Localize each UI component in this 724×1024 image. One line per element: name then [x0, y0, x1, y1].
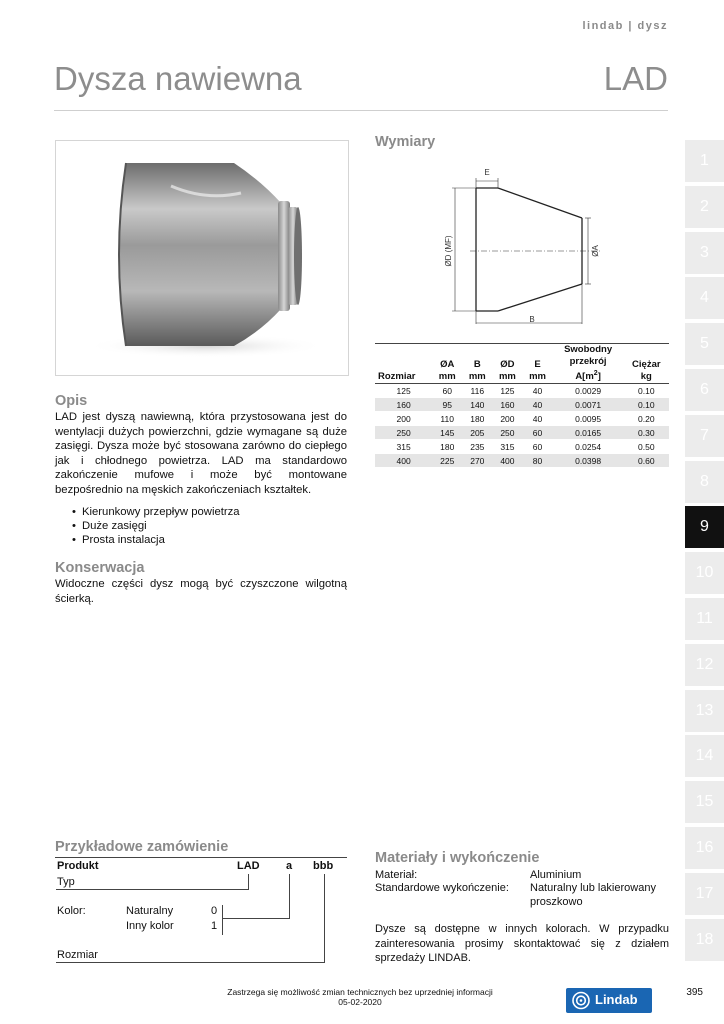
table-row	[375, 440, 669, 454]
header-divider	[54, 110, 668, 111]
table-cell: 0.0398	[553, 454, 624, 468]
tab-section-3[interactable]: 3	[685, 232, 724, 274]
table-cell: 315	[375, 440, 432, 454]
feature-item: • Prosta instalacja	[72, 533, 240, 547]
table-cell: 315	[492, 440, 522, 454]
tab-section-6[interactable]: 6	[685, 369, 724, 411]
order-bracket	[222, 905, 223, 935]
table-cell: 125	[375, 384, 432, 398]
footer	[150, 987, 570, 1007]
nozzle-image	[56, 141, 348, 375]
table-cell: 0.10	[624, 384, 669, 398]
table-cell: 250	[375, 426, 432, 440]
wymiary-heading: Wymiary	[375, 134, 436, 150]
tab-section-5[interactable]: 5	[685, 323, 724, 365]
order-line-rozmiar	[56, 962, 325, 963]
table-cell: 235	[462, 440, 492, 454]
zamowienie-rule	[55, 857, 347, 858]
order-kolor: Kolor:	[57, 905, 86, 917]
table-row	[375, 454, 669, 468]
tab-section-15[interactable]: 15	[685, 781, 724, 823]
order-line-kolor-v	[289, 874, 290, 919]
footer-disclaimer: Zastrzega się możliwość zmian technicznych bez uprzedniej informacji	[227, 987, 493, 997]
konserwacja-heading: Konserwacja	[55, 560, 145, 576]
order-naturalny: Naturalny	[126, 905, 174, 917]
table-cell: 40	[522, 412, 552, 426]
materialy-heading: Materiały i wykończenie	[375, 850, 540, 866]
col-swobodny: Swobodny przekrój $A[m^2]$	[553, 344, 624, 384]
table-cell: 40	[522, 384, 552, 398]
order-produkt: Produkt	[57, 860, 99, 872]
tab-section-9[interactable]: 9	[685, 506, 724, 548]
konserwacja-text: Widoczne części dysz mogą być czyszczone wilgotną ścierką.	[55, 578, 347, 605]
dimensions-table-wrap	[375, 343, 669, 468]
table-cell: 0.0254	[553, 440, 624, 454]
table-cell: 40	[522, 398, 552, 412]
order-line-rozmiar-v	[324, 874, 325, 963]
opis-heading: Opis	[55, 393, 88, 409]
table-cell: 400	[492, 454, 522, 468]
feature-item: • Kierunkowy przepływ powietrza	[72, 505, 240, 519]
col-e: E mm	[522, 344, 552, 384]
table-cell: 0.0029	[553, 384, 624, 398]
table-row	[375, 426, 669, 440]
order-line-kolor	[222, 918, 290, 919]
tab-section-8[interactable]: 8	[685, 461, 724, 503]
feature-list	[72, 505, 240, 547]
lindab-logo-text: Lindab	[595, 992, 638, 1007]
label-od: ØD (MF)	[444, 235, 453, 267]
zamowienie-heading: Przykładowe zamówienie	[55, 839, 229, 855]
order-bbb: bbb	[313, 860, 334, 872]
material-label: Materiał:	[375, 869, 418, 881]
tab-section-4[interactable]: 4	[685, 277, 724, 319]
feature-item: • Duże zasięgi	[72, 519, 240, 533]
table-cell: 270	[462, 454, 492, 468]
footer-date: 05-02-2020	[338, 997, 382, 1007]
dimension-drawing	[430, 160, 630, 330]
order-line-typ-v	[248, 874, 249, 890]
table-cell: 60	[432, 384, 462, 398]
table-cell: 145	[432, 426, 462, 440]
materialy-text: Dysze są dostępne w innych kolorach. W przypadku zainteresowania prosimy skontaktować się z działem sprzedaży LINDAB.	[375, 923, 669, 964]
product-photo	[55, 140, 349, 376]
order-a: a	[286, 860, 293, 872]
page-number: 395	[686, 987, 703, 998]
order-lad: LAD	[237, 860, 260, 872]
table-cell: 60	[522, 440, 552, 454]
table-cell: 140	[462, 398, 492, 412]
table-cell: 0.0071	[553, 398, 624, 412]
table-cell: 0.50	[624, 440, 669, 454]
table-cell: 110	[432, 412, 462, 426]
tab-section-12[interactable]: 12	[685, 644, 724, 686]
table-cell: 0.0165	[553, 426, 624, 440]
col-od: ØD mm	[492, 344, 522, 384]
col-b: B mm	[462, 344, 492, 384]
tab-section-13[interactable]: 13	[685, 690, 724, 732]
tab-section-7[interactable]: 7	[685, 415, 724, 457]
table-cell: 116	[462, 384, 492, 398]
tab-section-14[interactable]: 14	[685, 735, 724, 777]
table-cell: 225	[432, 454, 462, 468]
table-cell: 180	[432, 440, 462, 454]
order-rozmiar: Rozmiar	[57, 949, 98, 961]
table-cell: 0.20	[624, 412, 669, 426]
wykonczenie-value-1: Naturalny lub lakierowany	[530, 882, 656, 894]
col-oa: ØA mm	[432, 344, 462, 384]
label-e: E	[484, 168, 490, 177]
table-cell: 250	[492, 426, 522, 440]
table-cell: 180	[462, 412, 492, 426]
tab-section-2[interactable]: 2	[685, 186, 724, 228]
table-cell: 95	[432, 398, 462, 412]
table-row	[375, 384, 669, 398]
tab-section-17[interactable]: 17	[685, 873, 724, 915]
page-title: Dysza nawiewna	[54, 60, 302, 97]
lindab-logo	[566, 988, 652, 1013]
lindab-logo-icon	[571, 991, 591, 1010]
product-code: LAD	[603, 60, 668, 97]
wykonczenie-label: Standardowe wykończenie:	[375, 882, 509, 894]
table-cell: 200	[492, 412, 522, 426]
table-cell: 0.60	[624, 454, 669, 468]
table-cell: 80	[522, 454, 552, 468]
material-value: Aluminium	[530, 869, 582, 881]
order-inny: Inny kolor	[126, 920, 174, 932]
table-cell: 400	[375, 454, 432, 468]
table-row	[375, 398, 669, 412]
order-inny-code: 1	[211, 920, 218, 932]
wykonczenie-value-2: proszkowo	[530, 896, 583, 908]
table-cell: 160	[492, 398, 522, 412]
brand-header: lindab | dysz	[582, 20, 668, 32]
table-cell: 200	[375, 412, 432, 426]
tab-section-16[interactable]: 16	[685, 827, 724, 869]
table-cell: 160	[375, 398, 432, 412]
table-cell: 125	[492, 384, 522, 398]
label-b: B	[529, 315, 535, 324]
tab-section-10[interactable]: 10	[685, 552, 724, 594]
col-waga: Ciężar kg	[624, 344, 669, 384]
order-naturalny-code: 0	[211, 905, 218, 917]
table-cell: 60	[522, 426, 552, 440]
table-cell: 205	[462, 426, 492, 440]
table-cell: 0.0095	[553, 412, 624, 426]
label-oa: ØA	[591, 245, 600, 257]
order-line-typ	[56, 889, 249, 890]
tab-section-18[interactable]: 18	[685, 919, 724, 961]
col-rozmiar: Rozmiar	[375, 344, 432, 384]
table-cell: 0.10	[624, 398, 669, 412]
tab-section-11[interactable]: 11	[685, 598, 724, 640]
opis-text: LAD jest dyszą nawiewną, która przystosowana jest do wentylacji dużych powierzchni, gdzie wymagane są duże zasięgi. Dysza może być stosowana zarówno do ciepłego jak i chłodnego powietrza. LAD ma standardowo zakończenie mufowe i może być montowane bezpośrednio na męskich zakończeniach kształtek.	[55, 411, 347, 496]
table-cell: 0.30	[624, 426, 669, 440]
dimensions-table	[375, 344, 669, 468]
table-row	[375, 412, 669, 426]
order-typ: Typ	[57, 876, 75, 888]
tab-section-1[interactable]: 1	[685, 140, 724, 182]
